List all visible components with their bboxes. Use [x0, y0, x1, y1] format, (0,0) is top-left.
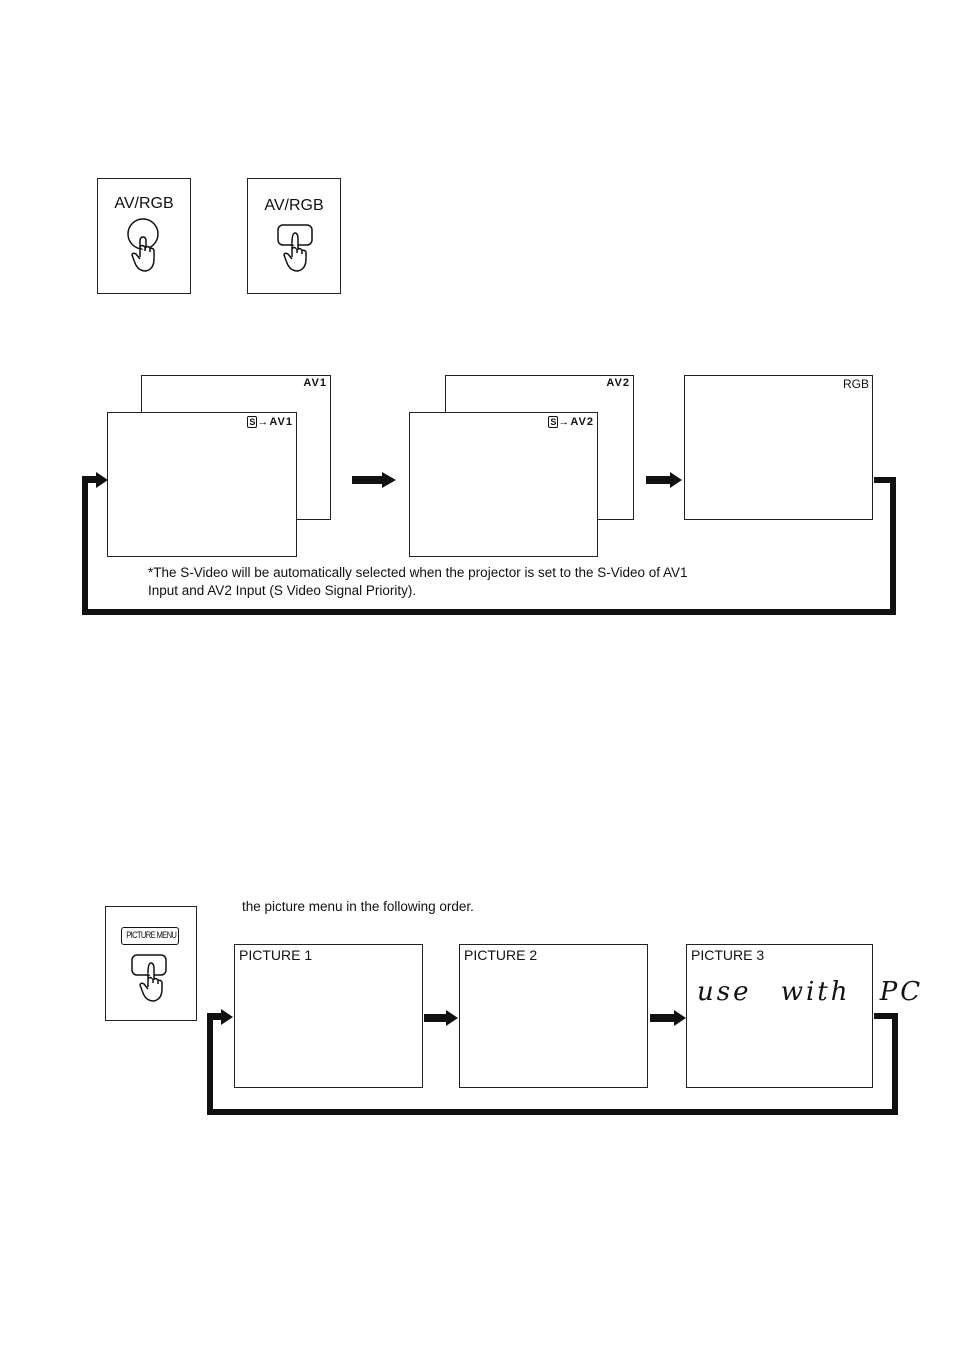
screen-av2-svideo-label: S →AV2: [550, 416, 594, 428]
screen-picture-1: [234, 944, 423, 1088]
screen-picture-1-label: PICTURE 1: [239, 947, 313, 963]
screen-rgb: [684, 375, 873, 520]
square-button-press-icon[interactable]: [272, 219, 322, 279]
arrow-right-icon: [646, 472, 682, 488]
loop-line-bottom: [82, 609, 896, 615]
picture-loop-arrow-right-icon: [207, 1009, 233, 1025]
screen-av1-label: AV1: [303, 377, 327, 389]
handwritten-note: use with PC: [697, 977, 924, 1007]
svideo-note-line2: Input and AV2 Input (S Video Signal Priority).: [148, 583, 417, 598]
svideo-note-line1: *The S-Video will be automatically selected when the projector is set to the S-Video of AV1: [148, 565, 688, 580]
square-button-press-icon[interactable]: [128, 951, 178, 1011]
panel-av-rgb-label: AV/RGB: [264, 197, 324, 214]
screen-rgb-label: RGB: [842, 377, 869, 391]
picture-menu-button-panel: [105, 906, 197, 1021]
screen-picture-2-label: PICTURE 2: [464, 947, 538, 963]
svideo-icon: S: [550, 417, 557, 427]
arrow-right-icon: [352, 472, 396, 488]
round-button-press-icon[interactable]: [120, 217, 170, 277]
loop-line-right-vertical: [890, 477, 896, 615]
loop-arrow-right-icon: [82, 472, 108, 488]
screen-picture-3: [686, 944, 924, 1088]
arrow-right-icon: [650, 1010, 686, 1026]
picture-menu-intro: the picture menu in the following order.: [242, 899, 474, 914]
remote-av-rgb-label: AV/RGB: [114, 195, 174, 212]
svideo-icon: S: [249, 417, 256, 427]
panel-av-rgb-button-panel: [247, 178, 341, 294]
arrow-right-icon: [424, 1010, 458, 1026]
screen-av1-svideo-label: S →AV1: [249, 416, 293, 428]
picture-loop-line-left-vertical: [207, 1014, 213, 1115]
remote-av-rgb-button-panel: [97, 178, 191, 294]
screen-picture-3-label: PICTURE 3: [691, 947, 765, 963]
picture-loop-line-bottom: [207, 1109, 898, 1115]
screen-picture-2: [459, 944, 648, 1088]
picture-loop-line-right-vertical: [892, 1013, 898, 1115]
loop-line-left-vertical: [82, 478, 88, 615]
screen-av2-svideo-front: [409, 412, 598, 557]
screen-av1-svideo-front: [107, 412, 297, 557]
svideo-note: [148, 564, 848, 600]
picture-menu-label: PICTURE MENU: [121, 927, 179, 945]
screen-av2-label: AV2: [606, 377, 630, 389]
